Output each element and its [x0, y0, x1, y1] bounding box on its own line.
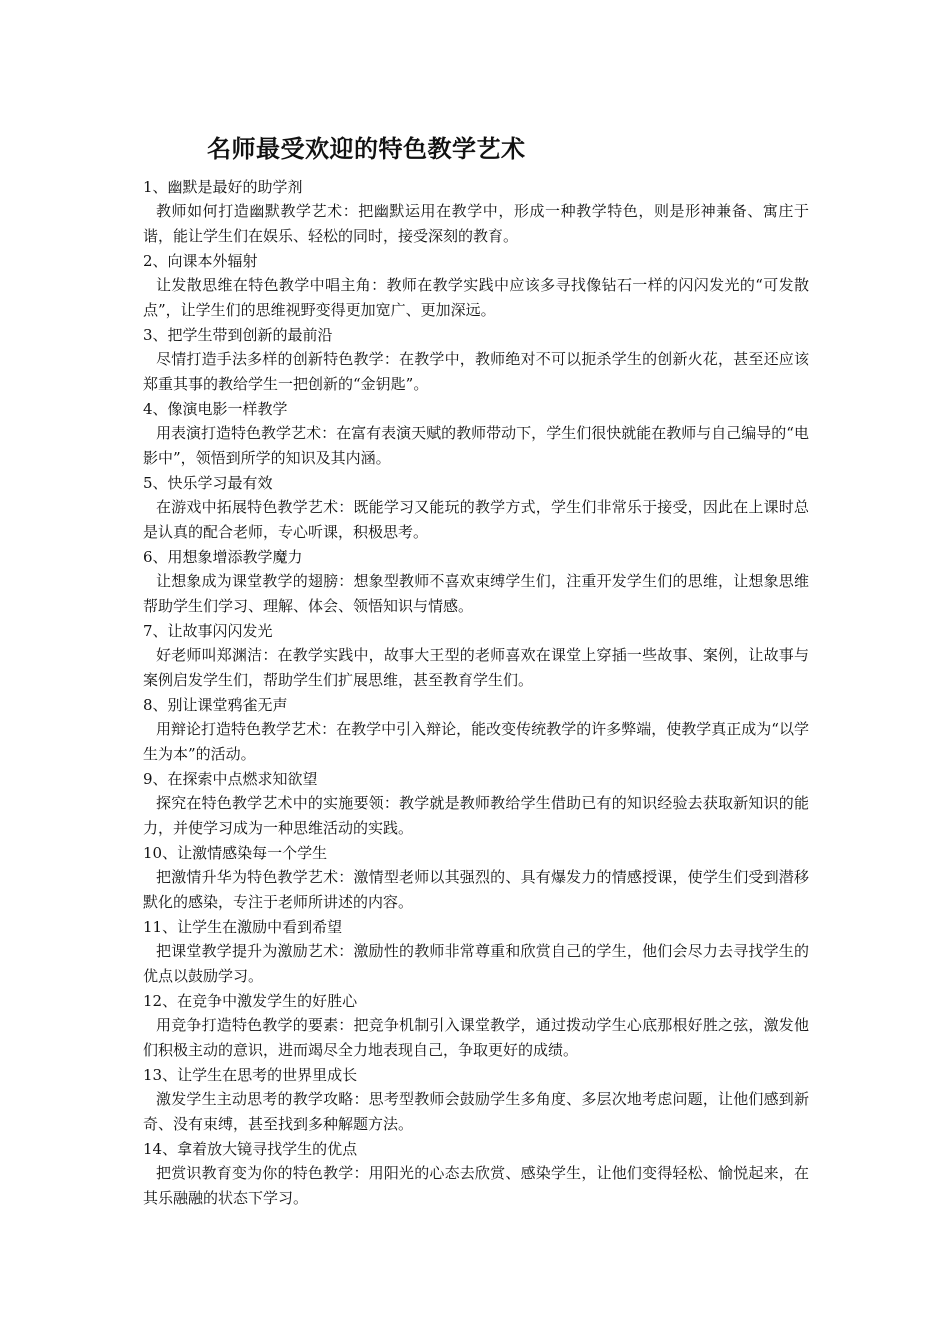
section-1: [143, 175, 809, 249]
section-heading: 11、让学生在激励中看到希望: [143, 918, 343, 936]
section-paragraph: 用表演打造特色教学艺术：在富有表演天赋的教师带动下，学生们很快就能在教师与自己编导的“电影中”，领悟到所学的知识及其内涵。: [143, 424, 809, 467]
section-11: [143, 915, 809, 989]
section-heading: 6、用想象增添教学魔力: [143, 548, 303, 566]
section-5: [143, 471, 809, 545]
section-heading: 8、别让课堂鸦雀无声: [143, 696, 288, 714]
section-paragraph: 把激情升华为特色教学艺术：激情型老师以其强烈的、具有爆发力的情感授课，使学生们受到潜移默化的感染，专注于老师所讲述的内容。: [143, 868, 809, 911]
section-12: [143, 989, 809, 1063]
section-heading: 4、像演电影一样教学: [143, 400, 288, 418]
section-heading: 7、让故事闪闪发光: [143, 622, 273, 640]
section-heading: 2、向课本外辐射: [143, 252, 258, 270]
section-paragraph: 教师如何打造幽默教学艺术：把幽默运用在教学中，形成一种教学特色，则是形神兼备、寓庄于谐，能让学生们在娱乐、轻松的同时，接受深刻的教育。: [143, 202, 809, 245]
section-paragraph: 探究在特色教学艺术中的实施要领：教学就是教师教给学生借助已有的知识经验去获取新知识的能力，并使学习成为一种思维活动的实践。: [143, 794, 809, 837]
section-paragraph: 让想象成为课堂教学的翅膀：想象型教师不喜欢束缚学生们，注重开发学生们的思维，让想象思维帮助学生们学习、理解、体会、领悟知识与情感。: [143, 572, 809, 615]
section-paragraph: 尽情打造手法多样的创新特色教学：在教学中，教师绝对不可以扼杀学生的创新火花，甚至还应该郑重其事的教给学生一把创新的“金钥匙”。: [143, 350, 809, 393]
section-9: [143, 767, 809, 841]
section-4: [143, 397, 809, 471]
section-paragraph: 把课堂教学提升为激励艺术：激励性的教师非常尊重和欣赏自己的学生，他们会尽力去寻找学生的优点以鼓励学习。: [143, 942, 809, 985]
section-paragraph: 激发学生主动思考的教学攻略：思考型教师会鼓励学生多角度、多层次地考虑问题，让他们感到新奇、没有束缚，甚至找到多种解题方法。: [143, 1090, 809, 1133]
section-10: [143, 841, 809, 915]
section-heading: 10、让激情感染每一个学生: [143, 844, 328, 862]
section-heading: 3、把学生带到创新的最前沿: [143, 326, 333, 344]
section-paragraph: 好老师叫郑渊洁：在教学实践中，故事大王型的老师喜欢在课堂上穿插一些故事、案例，让故事与案例启发学生们，帮助学生们扩展思维，甚至教育学生们。: [143, 646, 809, 689]
document-body: [143, 175, 809, 1211]
section-paragraph: 用辩论打造特色教学艺术：在教学中引入辩论，能改变传统教学的许多弊端，使教学真正成为“以学生为本”的活动。: [143, 720, 809, 763]
section-8: [143, 693, 809, 767]
section-3: [143, 323, 809, 397]
section-heading: 9、在探索中点燃求知欲望: [143, 770, 318, 788]
section-heading: 1、幽默是最好的助学剂: [143, 178, 303, 196]
section-paragraph: 在游戏中拓展特色教学艺术：既能学习又能玩的教学方式，学生们非常乐于接受，因此在上课时总是认真的配合老师，专心听课，积极思考。: [143, 498, 809, 541]
section-paragraph: 用竞争打造特色教学的要素：把竞争机制引入课堂教学，通过拨动学生心底那根好胜之弦，激发他们积极主动的意识，进而竭尽全力地表现自己，争取更好的成绩。: [143, 1016, 809, 1059]
section-paragraph: 把赏识教育变为你的特色教学：用阳光的心态去欣赏、感染学生，让他们变得轻松、愉悦起来，在其乐融融的状态下学习。: [143, 1164, 809, 1207]
document-title: 名师最受欢迎的特色教学艺术: [207, 134, 526, 163]
section-heading: 12、在竞争中激发学生的好胜心: [143, 992, 358, 1010]
section-7: [143, 619, 809, 693]
section-heading: 14、拿着放大镜寻找学生的优点: [143, 1140, 358, 1158]
section-heading: 5、快乐学习最有效: [143, 474, 273, 492]
section-paragraph: 让发散思维在特色教学中唱主角：教师在教学实践中应该多寻找像钻石一样的闪闪发光的“可发散点”，让学生们的思维视野变得更加宽广、更加深远。: [143, 276, 809, 319]
section-13: [143, 1063, 809, 1137]
section-6: [143, 545, 809, 619]
section-heading: 13、让学生在思考的世界里成长: [143, 1066, 358, 1084]
section-14: [143, 1137, 809, 1211]
section-2: [143, 249, 809, 323]
